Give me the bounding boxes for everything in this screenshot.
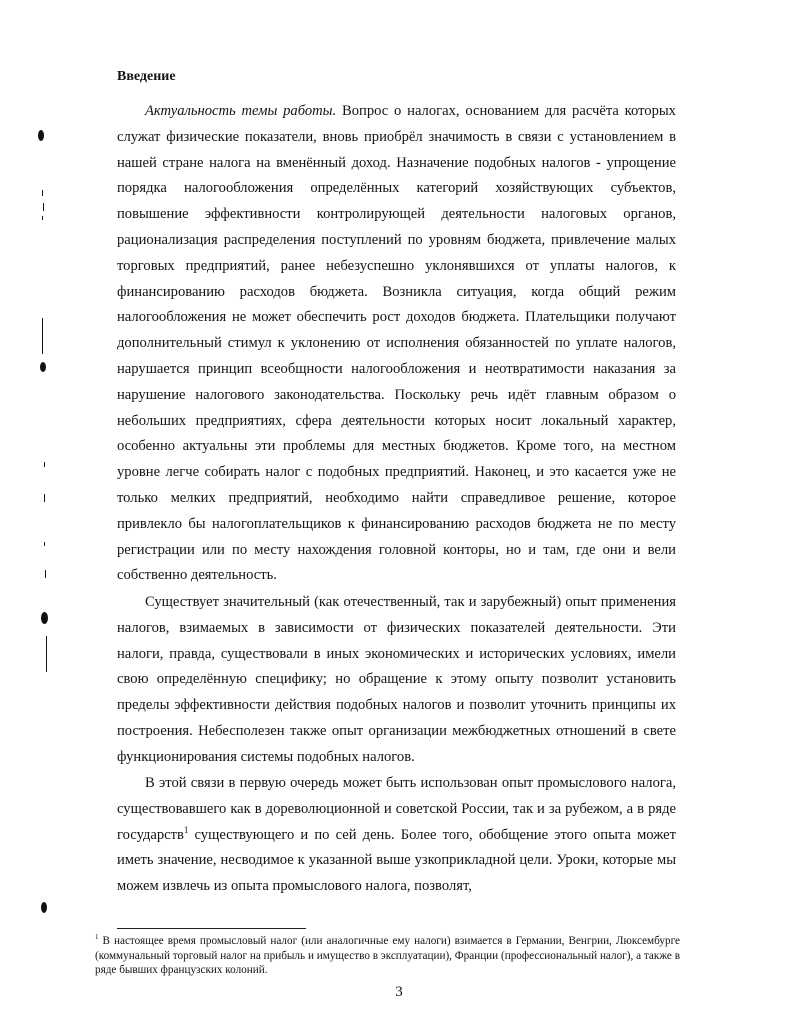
paragraph-1-text: Вопрос о налогах, основанием для расчёта которых служат физические показатели, вновь приобрёл значимость в связи с установлением в нашей стране налога на вменённый доход. Назначение подобных налогов - упрощение порядка налогообложения определённых категорий хозяйствующих субъектов, повышение эффективности контролирующей деятельности налоговых органов, рационализация распределения поступлений по уровням бюджета, привлечение малых торговых предприятий, ранее небезуспешно уклонявшихся от уплаты налогов, к финансированию расходов бюджета. Возникла ситуация, когда общий режим налогообложения не может обеспечить рост доходов бюджета. Плательщики получают дополнительный стимул к уклонению от исполнения обязанностей по уплате налогов, нарушается принцип всеобщности налогообложения и неотвратимости наказания за нарушение налогового законодательства. Поскольку речь идёт главным образом о небольших предприятиях, сфера деятельности которых носит локальный характер, особенно актуальны эти проблемы для местных бюджетов. Кроме того, на местном уровне легче собирать налог с подобных предприятий. Наконец, и это касается уже не только мелких предприятий, необходимо найти справедливое решение, которое привлекло бы налогоплательщиков к финансированию расходов бюджета не по месту регистрации или по месту нахождения головной конторы, но и там, где они и вели собственно деятельность. — [117, 103, 676, 584]
paragraph-3-text-b: существующего и по сей день. Более того, обобщение этого опыта может иметь значение, несводимое к указанной выше узкоприкладной цели. Уроки, которые мы можем извлечь из опыта промыслового налога, позволят, — [117, 826, 676, 895]
paragraph-2: Существует значительный (как отечественный, так и зарубежный) опыт применения налогов, взимаемых в зависимости от физических показателей деятельности. Эти налоги, правда, существовали в иных экономических и исторических условиях, имели свою определённую специфику; но обращение к этому опыту позволит установить пределы эффективности действия подобных налогов и позволит уточнить принципы их построения. Небесполезен также опыт организации межбюджетных отношений в свете функционирования системы подобных налогов. — [117, 594, 676, 765]
scan-hole-dot — [41, 902, 47, 913]
scan-hole-dot — [40, 362, 46, 372]
page-number: 3 — [395, 984, 403, 1000]
paragraph-1-lead: Актуальность темы работы. — [145, 103, 337, 119]
footnote-text: В настоящее время промысловый налог (или аналогичные ему налоги) взимается в Германии, Венгрии, Люксембурге (коммунальный торговый налог на прибыль и имущество в эксплуатации), Франции (профессиональный налог), а также в ряде бывших французских колоний. — [95, 935, 680, 976]
scan-margin-mark — [43, 203, 44, 211]
footnote-separator — [117, 928, 306, 929]
paragraph-1 — [117, 99, 676, 589]
scan-margin-mark — [44, 494, 45, 502]
scan-margin-mark — [42, 318, 43, 354]
paragraph-3 — [117, 771, 676, 900]
paragraph-3-text-a: В этой связи в первую очередь может быть использован опыт промыслового налога, существовавшего как в дореволюционной и советской России, так и за рубежом, а в ряде государств — [117, 775, 676, 843]
scan-margin-mark — [45, 570, 46, 578]
scan-margin-mark — [44, 542, 45, 546]
scan-margin-mark — [46, 636, 47, 672]
scan-margin-mark — [42, 216, 43, 220]
section-heading: Введение — [117, 69, 176, 84]
footnote — [95, 934, 680, 978]
footnote-reference: 1 — [183, 824, 189, 835]
scan-hole-dot — [38, 130, 44, 141]
scan-margin-mark — [42, 190, 43, 196]
scan-margin-mark — [44, 462, 45, 467]
scan-hole-dot — [41, 612, 48, 624]
footnote-mark: 1 — [95, 933, 99, 941]
